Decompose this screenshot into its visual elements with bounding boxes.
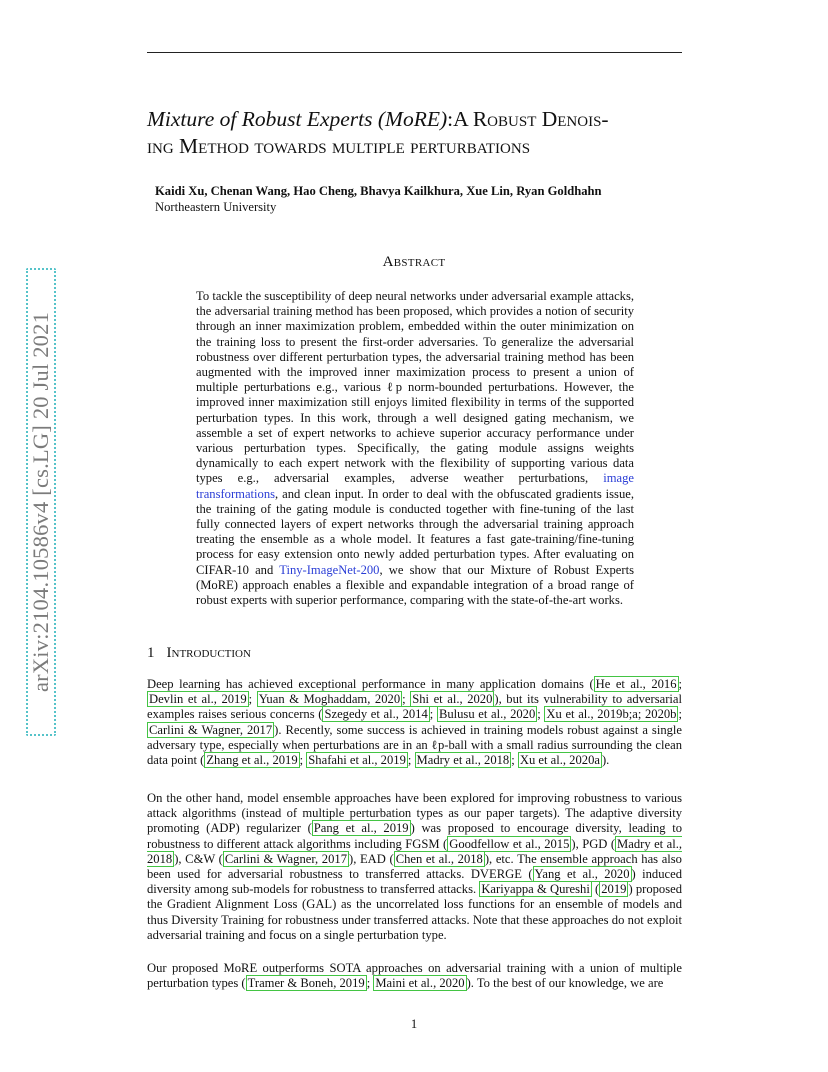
section-heading-introduction [147,645,251,662]
body-text: ). To the best of our knowledge, we are [466,976,664,991]
citation-link[interactable]: Shafahi et al., 2019 [308,753,406,768]
citation-link[interactable]: Tramer & Boneh, 2019 [247,976,365,991]
paper-title [147,106,707,160]
citation-link[interactable]: Zhang et al., 2019 [206,753,298,768]
citation-link[interactable]: Maini et al., 2020 [375,976,465,991]
citation-link[interactable]: He et al., 2016 [595,677,677,691]
separator: ; [511,753,518,768]
abstract-text: , and clean input. In order to deal with the obfuscated gradients issue, the training of the gating module is conducted together with fine-tuning of the last fully connected layers of expert networks through the adversarial training approach treating the ensemble as a whole model. It features a fast gate-training/fine-tuning process for easy extension onto newly added perturbation types. After evaluating on CIFAR-10 and [196,486,634,577]
title-caps-line1: A Robust Denois- [453,107,609,131]
body-text: ). Recently, some success is achieved in training models robust against a single adversary type, especially when perturbations are in an ℓp-ball with a small radius surrounding the clean data point ( [147,722,682,768]
body-text: ) induced diversity among sub-models for robustness to transferred attacks. [147,867,682,897]
title-italic: Mixture of Robust Experts (MoRE) [147,107,448,131]
separator: ; [537,707,545,722]
body-text: ) was proposed to encourage diversity, leading to robustness to different attack algorithms including FGSM ( [147,821,682,851]
abstract-text: , we show that our Mixture of Robust Experts (MoRE) approach enables a flexible and expandable integration of a broad range of robust experts with superior performance, comparing with the state-of-the-art works. [196,562,634,608]
body-text: ), EAD ( [349,851,394,866]
citation-link[interactable]: 2019 [601,882,627,897]
intro-paragraph-3 [147,961,682,991]
citation-link[interactable]: Xu et al., 2020a [519,753,600,768]
separator: ; [299,753,307,768]
body-text: Our proposed MoRE outperforms SOTA approaches on adversarial training with a union of multiple perturbation types ( [147,961,682,991]
arxiv-id[interactable]: arXiv:2104.10586v4 [cs.LG] 20 Jul 2021 [28,311,53,693]
section-title: Introduction [166,645,251,661]
separator: ; [402,692,411,707]
citation-link[interactable]: Xu et al., 2019b;a; 2020b [546,707,677,722]
citation-link[interactable]: Madry et al., 2018 [147,836,682,866]
body-text: ). [601,753,610,768]
citation-link[interactable]: Bulusu et al., 2020 [438,707,536,722]
section-number: 1 [147,645,155,661]
citation-link[interactable]: Carlini & Wagner, 2017 [149,722,273,737]
separator: ; [366,976,374,991]
body-text: ), C&W ( [174,851,223,866]
body-text: On the other hand, model ensemble approaches have been explored for improving robustness to various attack algorithms (instead of multiple perturbation types as our paper targets). The adaptive diversity promoting (ADP) regularizer ( [147,791,682,836]
citation-link[interactable]: Devlin et al., 2019 [149,692,247,707]
abstract-text: To tackle the susceptibility of deep neural networks under adversarial example attacks, the adversarial training method has been proposed, which provides a notion of security through an inner maximization problem, embedded within the outer minimization on the training loss to present the first-order adversaries. To generalize the adversarial robustness over different perturbation types, the adversarial training method has been augmented with the improved inner maximization process to present a union of multiple perturbations e.g., various ℓp norm-bounded perturbations. However, the improved inner maximization still enjoys limited flexibility in terms of the supported perturbation types. In this work, through a well designed gating mechanism, we assemble a set of expert networks to achieve superior accuracy performance under various perturbation types. Specifically, the gating module assigns weights dynamically to each expert network with the flexibility of supporting various data types e.g., adversarial examples, adverse weather perturbations, [196,289,634,486]
separator: ; [678,677,683,691]
separator: ; [678,707,682,722]
abstract-heading: Abstract [382,254,446,270]
body-text: ), PGD ( [571,836,616,851]
citation-link[interactable]: Pang et al., 2019 [313,821,409,836]
title-caps-line2: ing Method towards multiple perturbations [147,134,531,158]
citation-link[interactable]: Kariyappa & Qureshi [481,882,590,897]
separator: ; [429,707,437,722]
link-tiny-imagenet[interactable]: Tiny-ImageNet-200 [279,562,380,577]
body-text: ) proposed the Gradient Alignment Loss (GAL) as the uncorrelated loss functions for an ensemble of models and thus Diversity Training for robustness under transferred attacks. Note that these approaches do not exploit adversarial training and focus on a single perturbation type. [147,882,682,942]
citation-link[interactable]: Carlini & Wagner, 2017 [224,851,347,866]
title-colon: : [447,107,454,131]
separator: ; [248,692,257,707]
body-text: Deep learning has achieved exceptional performance in many application domains ( [147,677,594,691]
abstract-body [196,289,634,608]
intro-paragraph-2 [147,791,682,943]
citation-link[interactable]: Yuan & Moghaddam, 2020 [258,692,401,707]
author-list: Kaidi Xu, Chenan Wang, Hao Cheng, Bhavya Kailkhura, Xue Lin, Ryan Goldhahn [155,184,602,198]
body-text: ( [591,882,600,897]
citation-link[interactable]: Shi et al., 2020 [412,692,493,707]
arxiv-stamp[interactable] [26,268,56,736]
body-text: ), etc. The ensemble approach has also been used for adversarial robustness to transferred attacks. DVERGE ( [147,851,682,882]
intro-paragraph-1 [147,677,682,768]
link-image-transformations[interactable]: image transformations [196,471,634,501]
body-text: ), but its vulnerability to adversarial examples raises serious concerns ( [147,692,682,722]
citation-link[interactable]: Szegedy et al., 2014 [324,707,428,722]
citation-link[interactable]: Chen et al., 2018 [395,851,483,866]
citation-link[interactable]: Goodfellow et al., 2015 [449,836,570,851]
page-number: 1 [410,1017,418,1031]
citation-link[interactable]: Yang et al., 2020 [534,867,630,882]
citation-link[interactable]: Madry et al., 2018 [416,753,510,768]
top-rule [147,52,682,53]
affiliation: Northeastern University [155,200,277,214]
separator: ; [407,753,415,768]
